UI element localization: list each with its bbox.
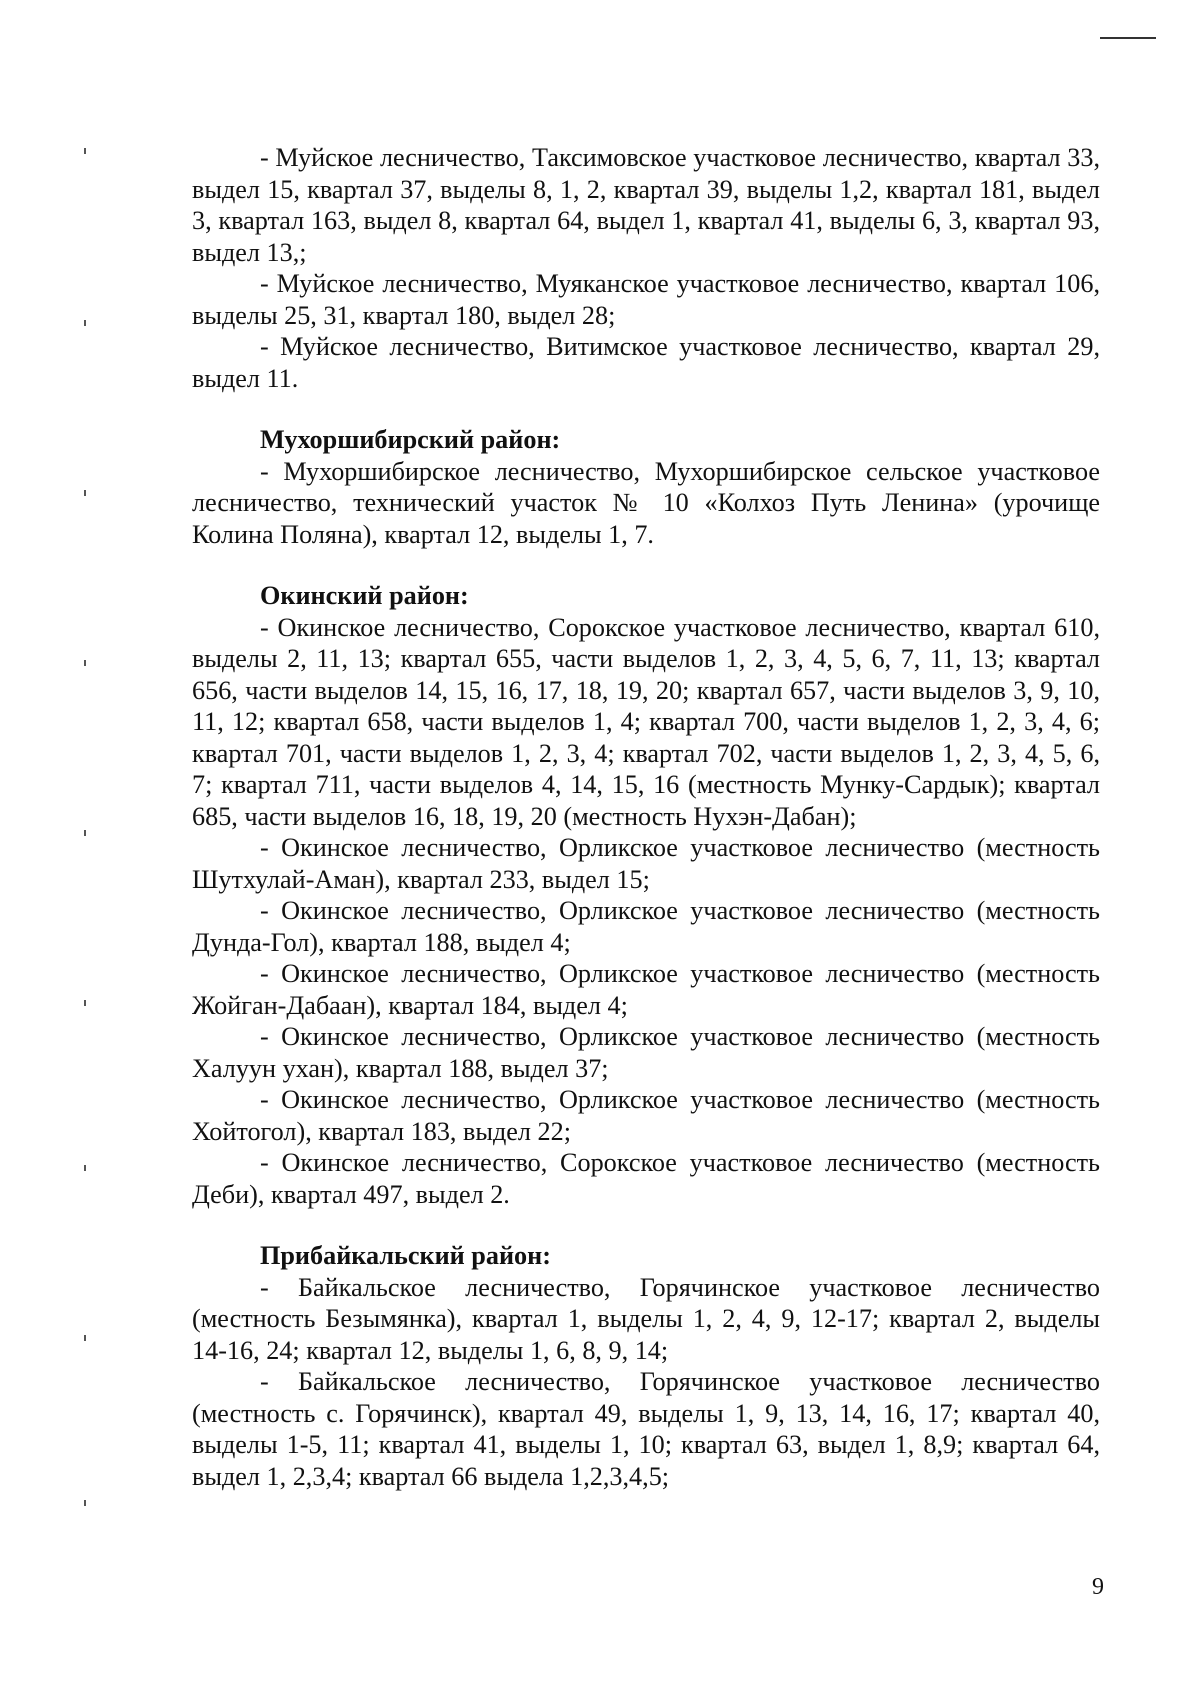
margin-mark bbox=[84, 490, 86, 496]
margin-mark bbox=[84, 1500, 86, 1506]
margin-mark bbox=[84, 660, 86, 666]
section-heading: Мухоршибирский район: bbox=[260, 425, 561, 454]
margin-mark bbox=[84, 1000, 86, 1006]
margin-mark bbox=[84, 320, 86, 326]
paragraph: - Окинское лесничество, Орликское участковое лесничество (местность Дунда-Гол), квартал 188, выдел 4; bbox=[192, 896, 1100, 957]
section-mukhorshibirsky bbox=[192, 424, 1100, 550]
section-pribaikalsky bbox=[192, 1240, 1100, 1492]
top-right-rule bbox=[1100, 37, 1156, 39]
document-body bbox=[192, 142, 1100, 1492]
margin-mark bbox=[84, 1335, 86, 1341]
margin-mark bbox=[84, 830, 86, 836]
section-okinsky bbox=[192, 580, 1100, 1210]
margin-mark bbox=[84, 148, 86, 154]
paragraph: - Окинское лесничество, Орликское участковое лесничество (местность Хойтогол), квартал 183, выдел 22; bbox=[192, 1085, 1100, 1146]
paragraph: - Окинское лесничество, Сорокское участковое лесничество (местность Деби), квартал 497, выдел 2. bbox=[192, 1148, 1100, 1209]
paragraph: - Муйское лесничество, Таксимовское участковое лесничество, квартал 33, выдел 15, квартал 37, выделы 8, 1, 2, квартал 39, выделы 1,2, квартал 181, выдел 3, квартал 163, выдел 8, квартал 64, выдел 1, квартал 41, выделы 6, 3, квартал 93, выдел 13,; bbox=[192, 143, 1100, 267]
paragraph: - Байкальское лесничество, Горячинское участковое лесничество (местность Безымянка), квартал 1, выделы 1, 2, 4, 9, 12-17; квартал 2, выделы 14-16, 24; квартал 12, выделы 1, 6, 8, 9, 14; bbox=[192, 1272, 1100, 1365]
paragraph: - Мухоршибирское лесничество, Мухоршибирское сельское участковое лесничество, технический участок № 10 «Колхоз Путь Ленина» (урочище Колина Поляна), квартал 12, выделы 1, 7. bbox=[192, 456, 1100, 549]
section-heading: Прибайкальский район: bbox=[260, 1241, 551, 1270]
paragraph: - Окинское лесничество, Орликское участковое лесничество (местность Шутхулай-Аман), квартал 233, выдел 15; bbox=[192, 833, 1100, 894]
paragraph: - Муйское лесничество, Витимское участковое лесничество, квартал 29, выдел 11. bbox=[192, 332, 1100, 393]
paragraph: - Окинское лесничество, Орликское участковое лесничество (местность Жойган-Дабаан), квартал 184, выдел 4; bbox=[192, 959, 1100, 1020]
page-number: 9 bbox=[1092, 1574, 1104, 1600]
paragraph: - Окинское лесничество, Орликское участковое лесничество (местность Халуун ухан), квартал 188, выдел 37; bbox=[192, 1022, 1100, 1083]
margin-mark bbox=[84, 1165, 86, 1171]
section-muisky bbox=[192, 142, 1100, 394]
paragraph: - Окинское лесничество, Сорокское участковое лесничество, квартал 610, выделы 2, 11, 13; квартал 655, части выделов 1, 2, 3, 4, 5, 6, 7, 11, 13; квартал 656, части выделов 14, 15, 16, 17, 18, 19, 20; квартал 657, части выделов 3, 9, 10, 11, 12; квартал 658, части выделов 1, 4; квартал 700, части выделов 1, 2, 3, 4, 6; квартал 701, части выделов 1, 2, 3, 4; квартал 702, части выделов 1, 2, 3, 4, 5, 6, 7; квартал 711, части выделов 4, 14, 15, 16 (местность Мунку-Сардык); квартал 685, части выделов 16, 18, 19, 20 (местность Нухэн-Дабан); bbox=[192, 612, 1100, 831]
paragraph: - Муйское лесничество, Муяканское участковое лесничество, квартал 106, выделы 25, 31, квартал 180, выдел 28; bbox=[192, 269, 1100, 330]
paragraph: - Байкальское лесничество, Горячинское участковое лесничество (местность с. Горячинск), квартал 49, выделы 1, 9, 13, 14, 16, 17; квартал 40, выделы 1-5, 11; квартал 41, выделы 1, 10; квартал 63, выдел 1, 8,9; квартал 64, выдел 1, 2,3,4; квартал 66 выдела 1,2,3,4,5; bbox=[192, 1367, 1100, 1491]
section-heading: Окинский район: bbox=[260, 581, 469, 610]
